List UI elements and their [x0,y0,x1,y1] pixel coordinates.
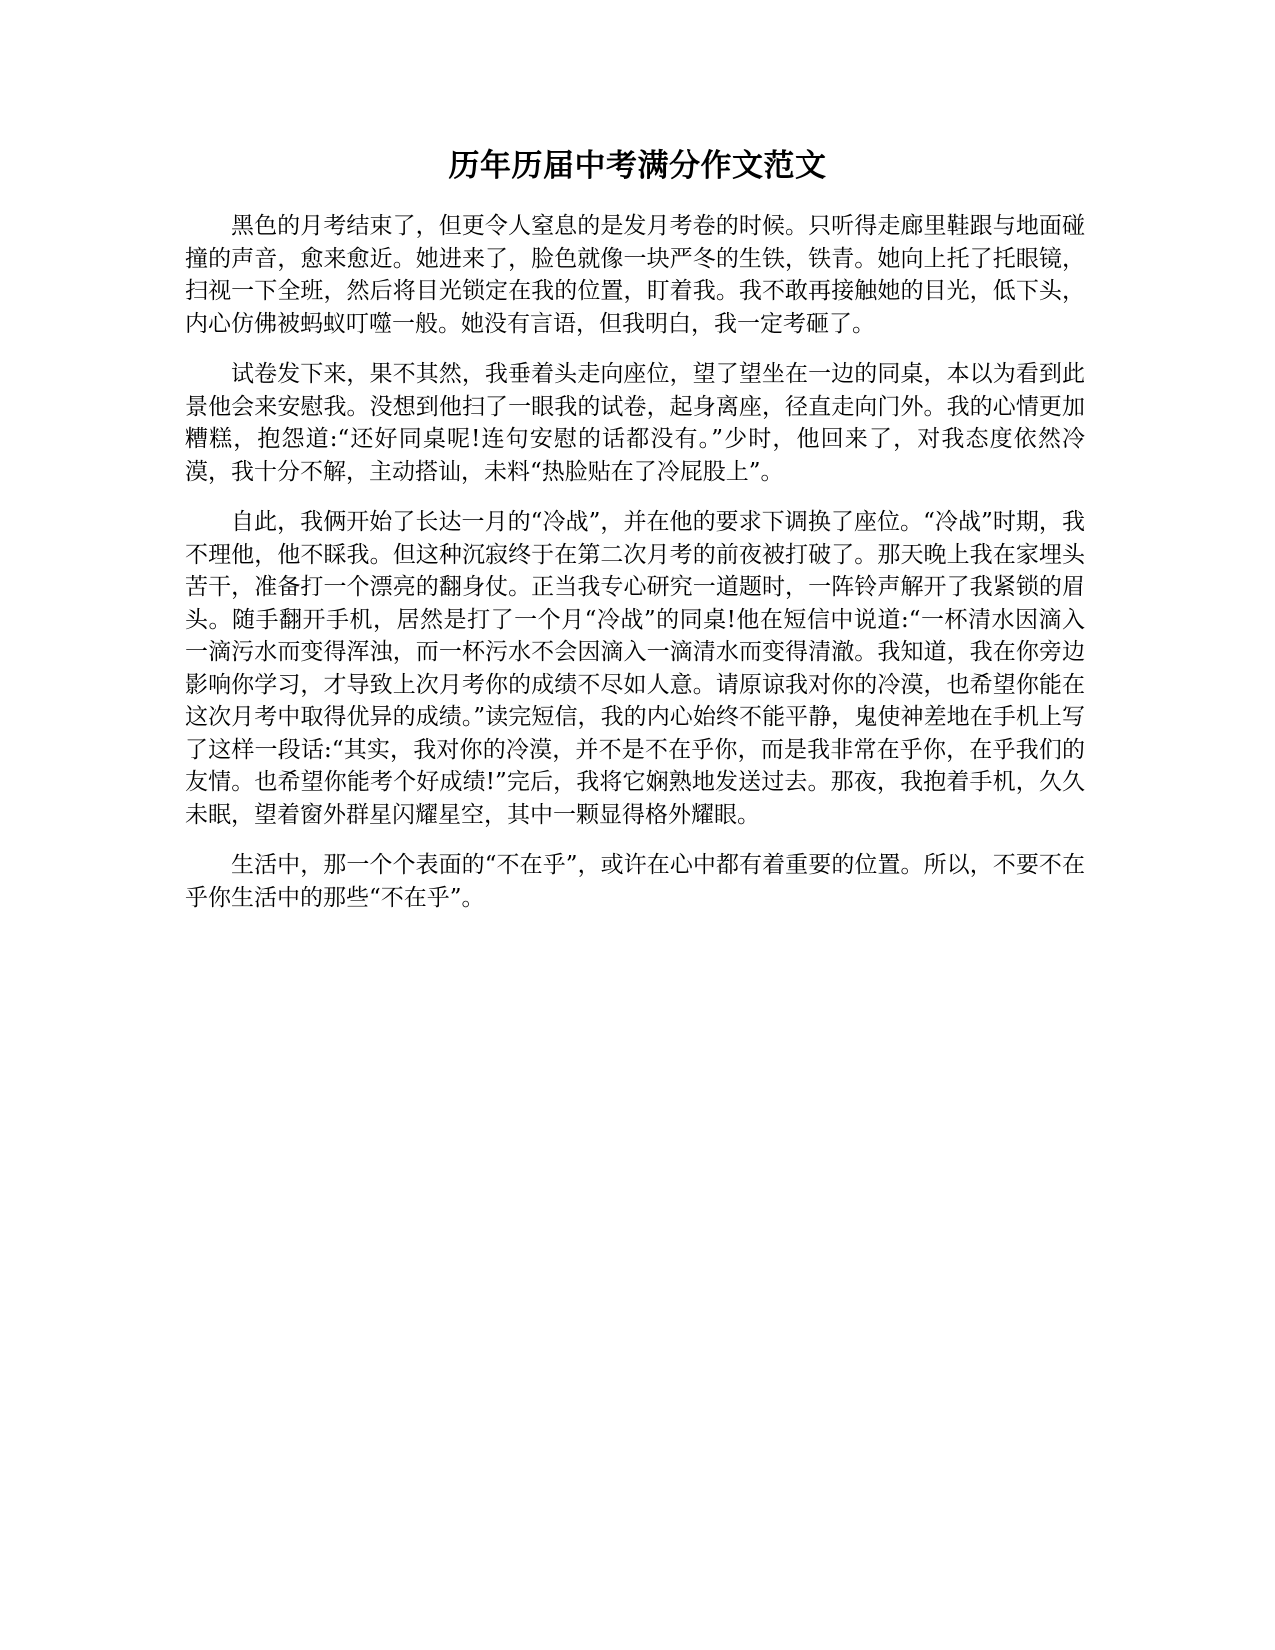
paragraph-1: 黑色的月考结束了，但更令人窒息的是发月考卷的时候。只听得走廊里鞋跟与地面碰撞的声音，愈来愈近。她进来了，脸色就像一块严冬的生铁，铁青。她向上托了托眼镜，扫视一下全班，然后将目光锁定在我的位置，盯着我。我不敢再接触她的目光，低下头，内心仿佛被蚂蚁叮噬一般。她没有言语，但我明白，我一定考砸了。 [185,213,1085,337]
document-title: 历年历届中考满分作文范文 [448,148,827,184]
document-body [185,210,1085,932]
paragraph-3: 自此，我俩开始了长达一月的“冷战”，并在他的要求下调换了座位。“冷战”时期，我不理他，他不睬我。但这种沉寂终于在第二次月考的前夜被打破了。那天晚上我在家埋头苦干，准备打一个漂亮的翻身仗。正当我专心研究一道题时，一阵铃声解开了我紧锁的眉头。随手翻开手机，居然是打了一个月“冷战”的同桌!他在短信中说道:“一杯清水因滴入一滴污水而变得浑浊，而一杯污水不会因滴入一滴清水而变得清澈。我知道，我在你旁边影响你学习，才导致上次月考你的成绩不尽如人意。请原谅我对你的冷漠，也希望你能在这次月考中取得优异的成绩。”读完短信，我的内心始终不能平静，鬼使神差地在手机上写了这样一段话:“其实，我对你的冷漠，并不是不在乎你，而是我非常在乎你，在乎我们的友情。也希望你能考个好成绩!”完后，我将它娴熟地发送过去。那夜，我抱着手机，久久未眠，望着窗外群星闪耀星空，其中一颗显得格外耀眼。 [185,509,1085,828]
paragraph-2: 试卷发下来，果不其然，我垂着头走向座位，望了望坐在一边的同桌，本以为看到此景他会来安慰我。没想到他扫了一眼我的试卷，起身离座，径直走向门外。我的心情更加糟糕，抱怨道:“还好同桌呢!连句安慰的话都没有。”少时，他回来了，对我态度依然冷漠，我十分不解，主动搭讪，未料“热脸贴在了冷屁股上”。 [185,361,1085,485]
paragraph-4: 生活中，那一个个表面的“不在乎”，或许在心中都有着重要的位置。所以，不要不在乎你生活中的那些“不在乎”。 [185,852,1085,911]
